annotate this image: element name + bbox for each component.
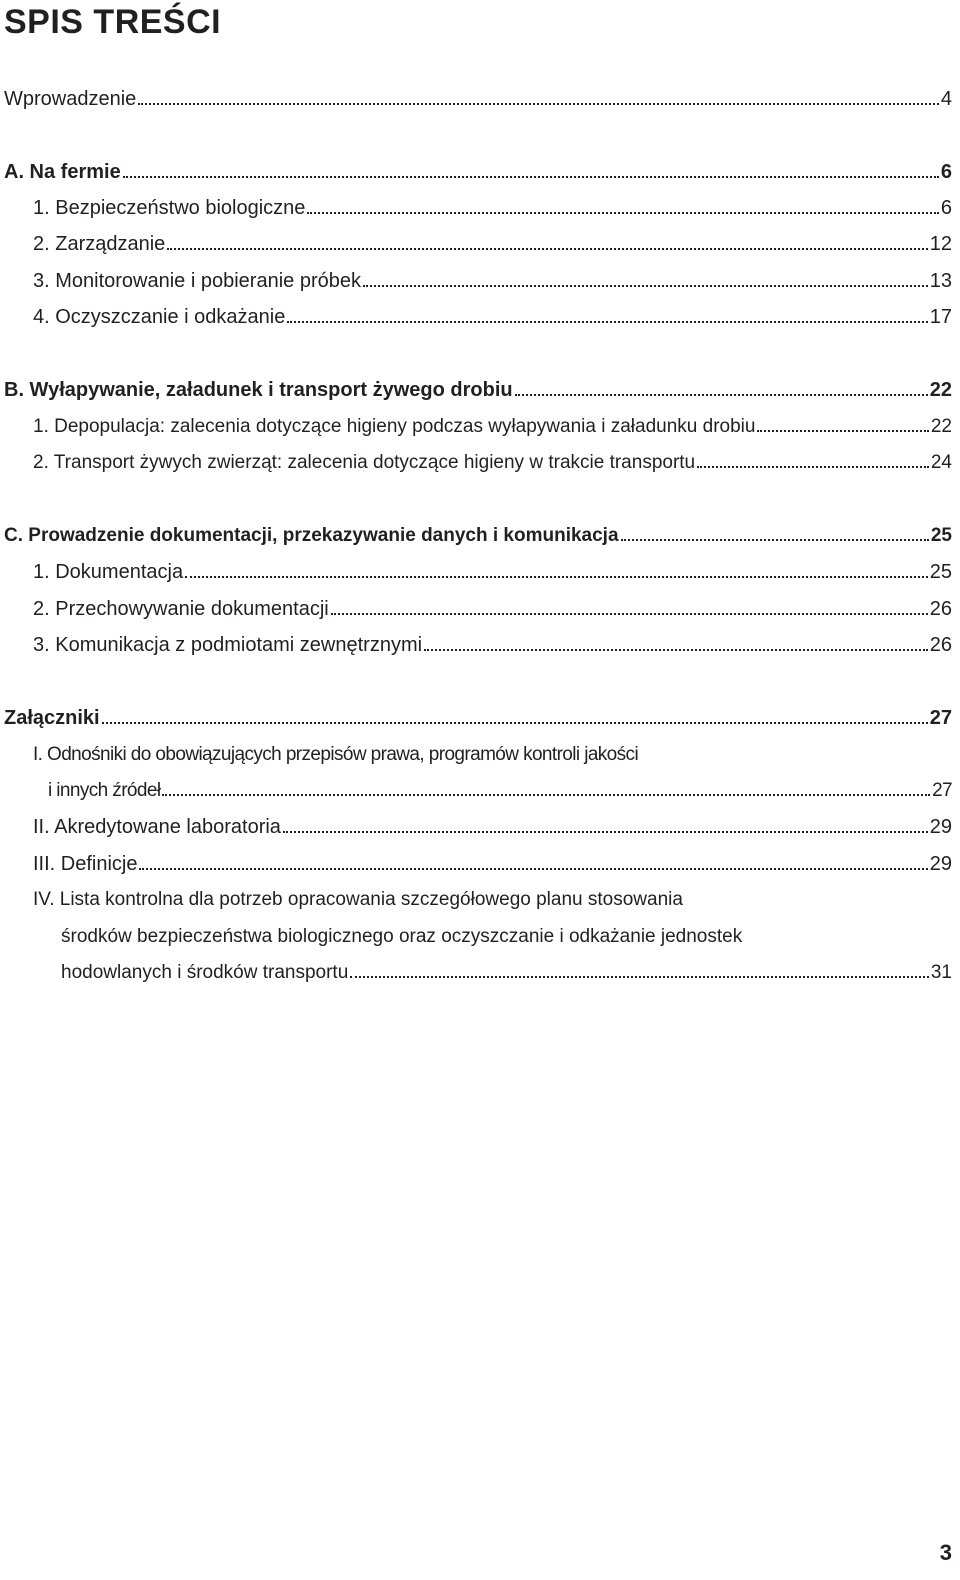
- toc-entry-page: 22: [930, 416, 952, 437]
- toc-entry-label: 2. Transport żywych zwierząt: zalecenia dotyczące higieny w trakcie transportu: [33, 452, 696, 473]
- dot-leader: [424, 649, 928, 651]
- toc-entry-page: 26: [929, 598, 952, 620]
- toc-entry-page: 29: [929, 853, 952, 875]
- dot-leader: [139, 868, 927, 870]
- dot-leader: [757, 430, 928, 432]
- dot-leader: [363, 285, 928, 287]
- toc-entry-annex1-line1[interactable]: I. Odnośniki do obowiązujących przepisów prawa, programów kontroli jakości: [33, 744, 639, 765]
- toc-entry-page: 25: [929, 561, 952, 583]
- toc-entry-label: 4. Oczyszczanie i odkażanie: [33, 306, 286, 328]
- toc-entry-b1[interactable]: [33, 412, 952, 442]
- toc-entry-annex4-line2[interactable]: środków bezpieczeństwa biologicznego oraz oczyszczanie i odkażanie jednostek: [61, 926, 743, 947]
- toc-entry-page: 27: [932, 780, 952, 801]
- dot-leader: [283, 831, 928, 833]
- toc-entry-label: 2. Przechowywanie dokumentacji: [33, 598, 329, 620]
- toc-entry-annex4[interactable]: [61, 958, 952, 988]
- toc-entry-label: hodowlanych i środków transportu: [61, 962, 349, 983]
- toc-entry-page: 29: [929, 816, 952, 838]
- dot-leader: [185, 576, 928, 578]
- toc-entry-label: A. Na fermie: [4, 161, 121, 183]
- toc-entry-label: Wprowadzenie: [4, 88, 137, 110]
- toc-section-a[interactable]: [4, 157, 952, 187]
- toc-entry-c3[interactable]: [33, 630, 952, 660]
- toc-entry-label: II. Akredytowane laboratoria: [33, 816, 281, 838]
- dot-leader: [102, 722, 928, 724]
- page-number: 3: [939, 1540, 952, 1565]
- toc-entry-label: III. Definicje: [33, 853, 138, 875]
- toc-entry-c2[interactable]: [33, 594, 952, 624]
- toc-entry-b2[interactable]: [33, 448, 952, 478]
- toc-entry-page: 17: [929, 306, 952, 328]
- toc-entry-page: 31: [930, 962, 952, 983]
- toc-entry-label: B. Wyłapywanie, załadunek i transport żywego drobiu: [4, 379, 513, 401]
- toc-entry-annex3[interactable]: [33, 849, 952, 879]
- toc-entry-page: 27: [929, 707, 952, 729]
- toc-entry-annex1[interactable]: [48, 776, 952, 806]
- toc-entry-label: C. Prowadzenie dokumentacji, przekazywanie danych i komunikacja: [4, 525, 619, 546]
- toc-entry-label: 3. Komunikacja z podmiotami zewnętrznymi: [33, 634, 423, 656]
- toc-entry-label: Załączniki: [4, 707, 100, 729]
- toc-entry-page: 6: [940, 197, 952, 219]
- dot-leader: [162, 794, 930, 796]
- dot-leader: [331, 613, 928, 615]
- dot-leader: [697, 466, 929, 468]
- toc-section-annexes[interactable]: [4, 703, 952, 733]
- toc-entry-page: 25: [930, 525, 952, 546]
- toc-entry-a2[interactable]: [33, 229, 952, 259]
- dot-leader: [123, 176, 939, 178]
- toc-entry-a3[interactable]: [33, 266, 952, 296]
- dot-leader: [138, 103, 939, 105]
- toc-entry-page: 12: [929, 233, 952, 255]
- dot-leader: [307, 212, 938, 214]
- toc-entry-page: 26: [929, 634, 952, 656]
- toc-section-c[interactable]: [4, 521, 952, 551]
- toc-section-b[interactable]: [4, 375, 952, 405]
- dot-leader: [621, 539, 929, 541]
- toc-entry-annex4-line1[interactable]: IV. Lista kontrolna dla potrzeb opracowania szczegółowego planu stosowania: [33, 889, 683, 910]
- dot-leader: [287, 321, 927, 323]
- toc-entry-label: 3. Monitorowanie i pobieranie próbek: [33, 270, 361, 292]
- toc-entry-page: 22: [929, 379, 952, 401]
- toc-entry-label: i innych źródeł: [48, 780, 161, 801]
- dot-leader: [350, 976, 929, 978]
- toc-entry-label: 1. Bezpieczeństwo biologiczne: [33, 197, 306, 219]
- toc-entry-a1[interactable]: [33, 193, 952, 223]
- toc-entry-page: 6: [940, 161, 952, 183]
- toc-entry-label: 2. Zarządzanie: [33, 233, 166, 255]
- toc-entry-page: 13: [929, 270, 952, 292]
- dot-leader: [515, 394, 928, 396]
- toc-entry-page: 24: [930, 452, 952, 473]
- toc-entry-annex2[interactable]: [33, 812, 952, 842]
- toc-entry-intro[interactable]: [4, 84, 952, 114]
- dot-leader: [167, 248, 927, 250]
- toc-entry-a4[interactable]: [33, 302, 952, 332]
- toc-entry-page: 4: [940, 88, 952, 110]
- toc-entry-label: 1. Depopulacja: zalecenia dotyczące higieny podczas wyłapywania i załadunku drobiu: [33, 416, 756, 437]
- toc-entry-label: 1. Dokumentacja: [33, 561, 184, 583]
- toc-entry-c1[interactable]: [33, 557, 952, 587]
- page-title: SPIS TREŚCI: [4, 3, 222, 41]
